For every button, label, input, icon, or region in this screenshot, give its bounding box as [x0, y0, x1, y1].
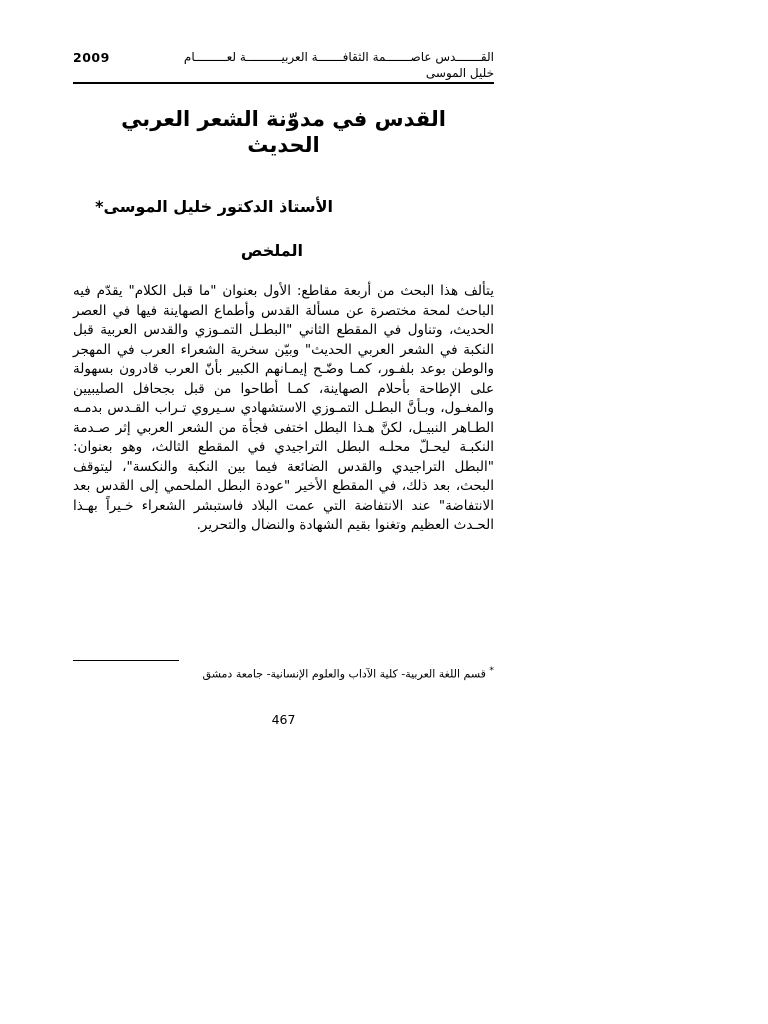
abstract-heading: الملخص [240, 241, 303, 260]
article-title-line1: القدس في مدوّنة الشعر العربي [121, 107, 446, 131]
header-year: 2009 [73, 50, 110, 65]
page-number: 467 [271, 712, 296, 727]
footnote-divider [73, 660, 179, 661]
article-author: الأستاذ الدكتور خليل الموسى* [95, 197, 333, 216]
running-header-line [73, 50, 494, 66]
header-title: القـــــــدس عاصـــــــمة الثقافـــــــة العربيــــــــــة لعـــــــــام [183, 50, 494, 64]
article-title [73, 106, 494, 158]
header-author: خليل الموسى [425, 66, 494, 80]
article-title-line2: الحديث [247, 133, 320, 157]
header-divider [73, 82, 494, 84]
footnote [73, 663, 494, 683]
abstract-paragraph: يتألف هذا البحث من أربعة مقاطع: الأول بعنوان "ما قبل الكلام" يقدّم فيه الباحث لمحة مختصرة عن مسألة القدس وأطماع الصهاينة فيها في العصر الحديث، وتناول في المقطع الثاني "البطـل التمـوزي والقدس العربية قبل النكبة في الشعر العربي الحديث" وبيّن سخرية الشعراء العرب في المهجر والوطن بوعد بلفـور، كمـا وضّـح إيمـانهم الكبير بأنّ العرب قادرون بسهولة على الإطاحة بأحلام الصهاينة، كمـا أطاحوا من قبل بجحافل الصليبيين والمغـول، وبـأنَّ البطـل التمـوزي الاستشهادي سـيروي تـراب القـدس بدمـه الطـاهر النبيـل، لكنَّ هـذا البطل اختفى فجأة من الشعر العربي إثر صـدمة النكبـة ليحـلّ محلـه البطل التراجيدي في المقطع الثالث، وهو بعنوان: "البطل التراجيدي والقدس الضائعة فيما بين النكبة والنكسة"، ليتوقف البحث، بعد ذلك، في المقطع الأخير "عودة البطل الملحمي إلى القدس بعد الانتفاضة" عند الانتفاضة التي عمت البلاد فاستبشر الشعراء خـيراً بهـذا الحـدث العظيم وتغنوا بقيم الشهادة والنضال والتحرير. [73, 283, 494, 533]
running-header [73, 50, 494, 82]
footnote-marker: * [489, 665, 494, 676]
footnote-text: قسم اللغة العربية- كلية الآداب والعلوم الإنسانية- جامعة دمشق [202, 667, 486, 681]
